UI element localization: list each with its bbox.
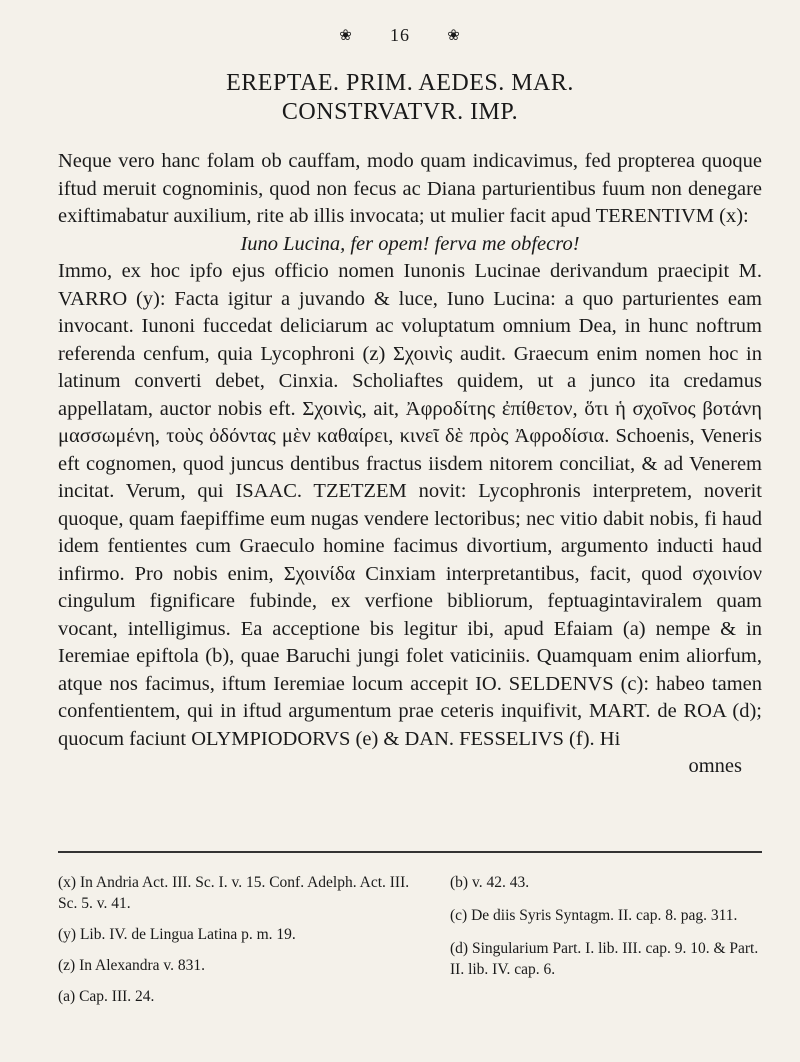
- chapter-heading-line-2: CONSTRVATVR. IMP.: [281, 99, 519, 125]
- ornament-left-icon: ❀: [339, 26, 353, 44]
- footnote-b: (b) v. 42. 43.: [450, 874, 530, 891]
- running-head: [0, 22, 800, 47]
- footnote-y: (y) Lib. IV. de Lingua Latina p. m. 19.: [58, 926, 296, 943]
- footnote-z: (z) In Alexandra v. 831.: [58, 957, 206, 974]
- chapter-heading: [0, 70, 800, 126]
- paragraph-2: Immo, ex hoc ipfo ejus officio nomen Iunonis Lucinae derivandum praecipit M. VARRO (y): Facta igitur a juvando & luce, Iuno Lucina: a quo parturientes eam invocant. Iunoni fuccedat deliciarum ac voluptatum omnium Dea, in hunc noftrum referenda cenfum, quia Lycophroni (z) Σχοινὶς audit. Graecum enim nomen hoc in latinum converti debet, Cinxia. Scholiaftes quidem, ut a junco ita credamus appellatam, auctor nobis eft. Σχοινὶς, ait, Ἀφροδίτης ἐπίθετον, ὅτι ἡ σχοῖνος βοτάνη μασσωμένη, τοὺς ὀδόντας μὲν καθαίρει, κινεῖ δὲ πρὸς Ἀφροδίσια. Schoenis, Veneris eft cognomen, quod juncus dentibus fractus iisdem nitorem conciliat, & ad Venerem incitat. Verum, qui ISAAC. TZETZEM novit: Lycophronis interpretem, noverit quoque, quam faepiffime eum nugas vendere lectoribus; nec vitio dabit nobis, fi haud idem fentientes cum Graeculo homine facimus divortium, argumento inducti haud infirmo. Pro nobis enim, Σχοινίδα Cinxiam interpretantibus, facit, quod σχοινίον cingulum fignificare fubinde, ex verfione bibliorum, feptuagintaviralem quam vocant, intelligimus. Ea acceptione bis legitur ibi, apud Efaiam (a) nempe & in Ieremiae epiftola (b), quae Baruchi jungi folet vaticiniis. Quamquam enim aliorfum, atque nos facimus, iftum Ieremiae locum accepit IO. SELDENVS (c): habeo tamen confentientem, qui in iftud argumentum prae ceteris inquifivit, MART. de ROA (d); quocum faciunt OLYMPIODORVS (e) & DAN. FESSELIVS (f). Hi: [58, 260, 762, 750]
- main-text: [58, 148, 762, 781]
- verse-quote: Iuno Lucina, fer opem! ferva me obfecro!: [240, 232, 580, 255]
- ornament-right-icon: ❀: [447, 26, 461, 44]
- footnotes-left-column: [58, 872, 418, 1017]
- footnote-d: (d) Singularium Part. I. lib. III. cap. 9. 10. & Part. II. lib. IV. cap. 6.: [450, 940, 759, 978]
- footnote-x: (x) In Andria Act. III. Sc. I. v. 15. Conf. Adelph. Act. III. Sc. 5. v. 41.: [58, 874, 410, 912]
- footnote-c: (c) De diis Syris Syntagm. II. cap. 8. pag. 311.: [450, 907, 738, 924]
- catchword: omnes: [688, 755, 742, 777]
- chapter-heading-line-1: EREPTAE. PRIM. AEDES. MAR.: [226, 70, 574, 96]
- page-number: 16: [390, 25, 410, 45]
- paragraph-1: Neque vero hanc folam ob cauffam, modo quam indicavimus, fed propterea quoque iftud meruit cognominis, quod non fecus ac Diana parturientibus fuum non denegare exiftimabatur auxilium, rite ab illis invocata; ut mulier facit apud TERENTIVM (x):: [58, 150, 762, 227]
- footnote-rule: [58, 851, 762, 853]
- footnotes-right-column: [450, 872, 768, 992]
- footnote-a: (a) Cap. III. 24.: [58, 988, 155, 1005]
